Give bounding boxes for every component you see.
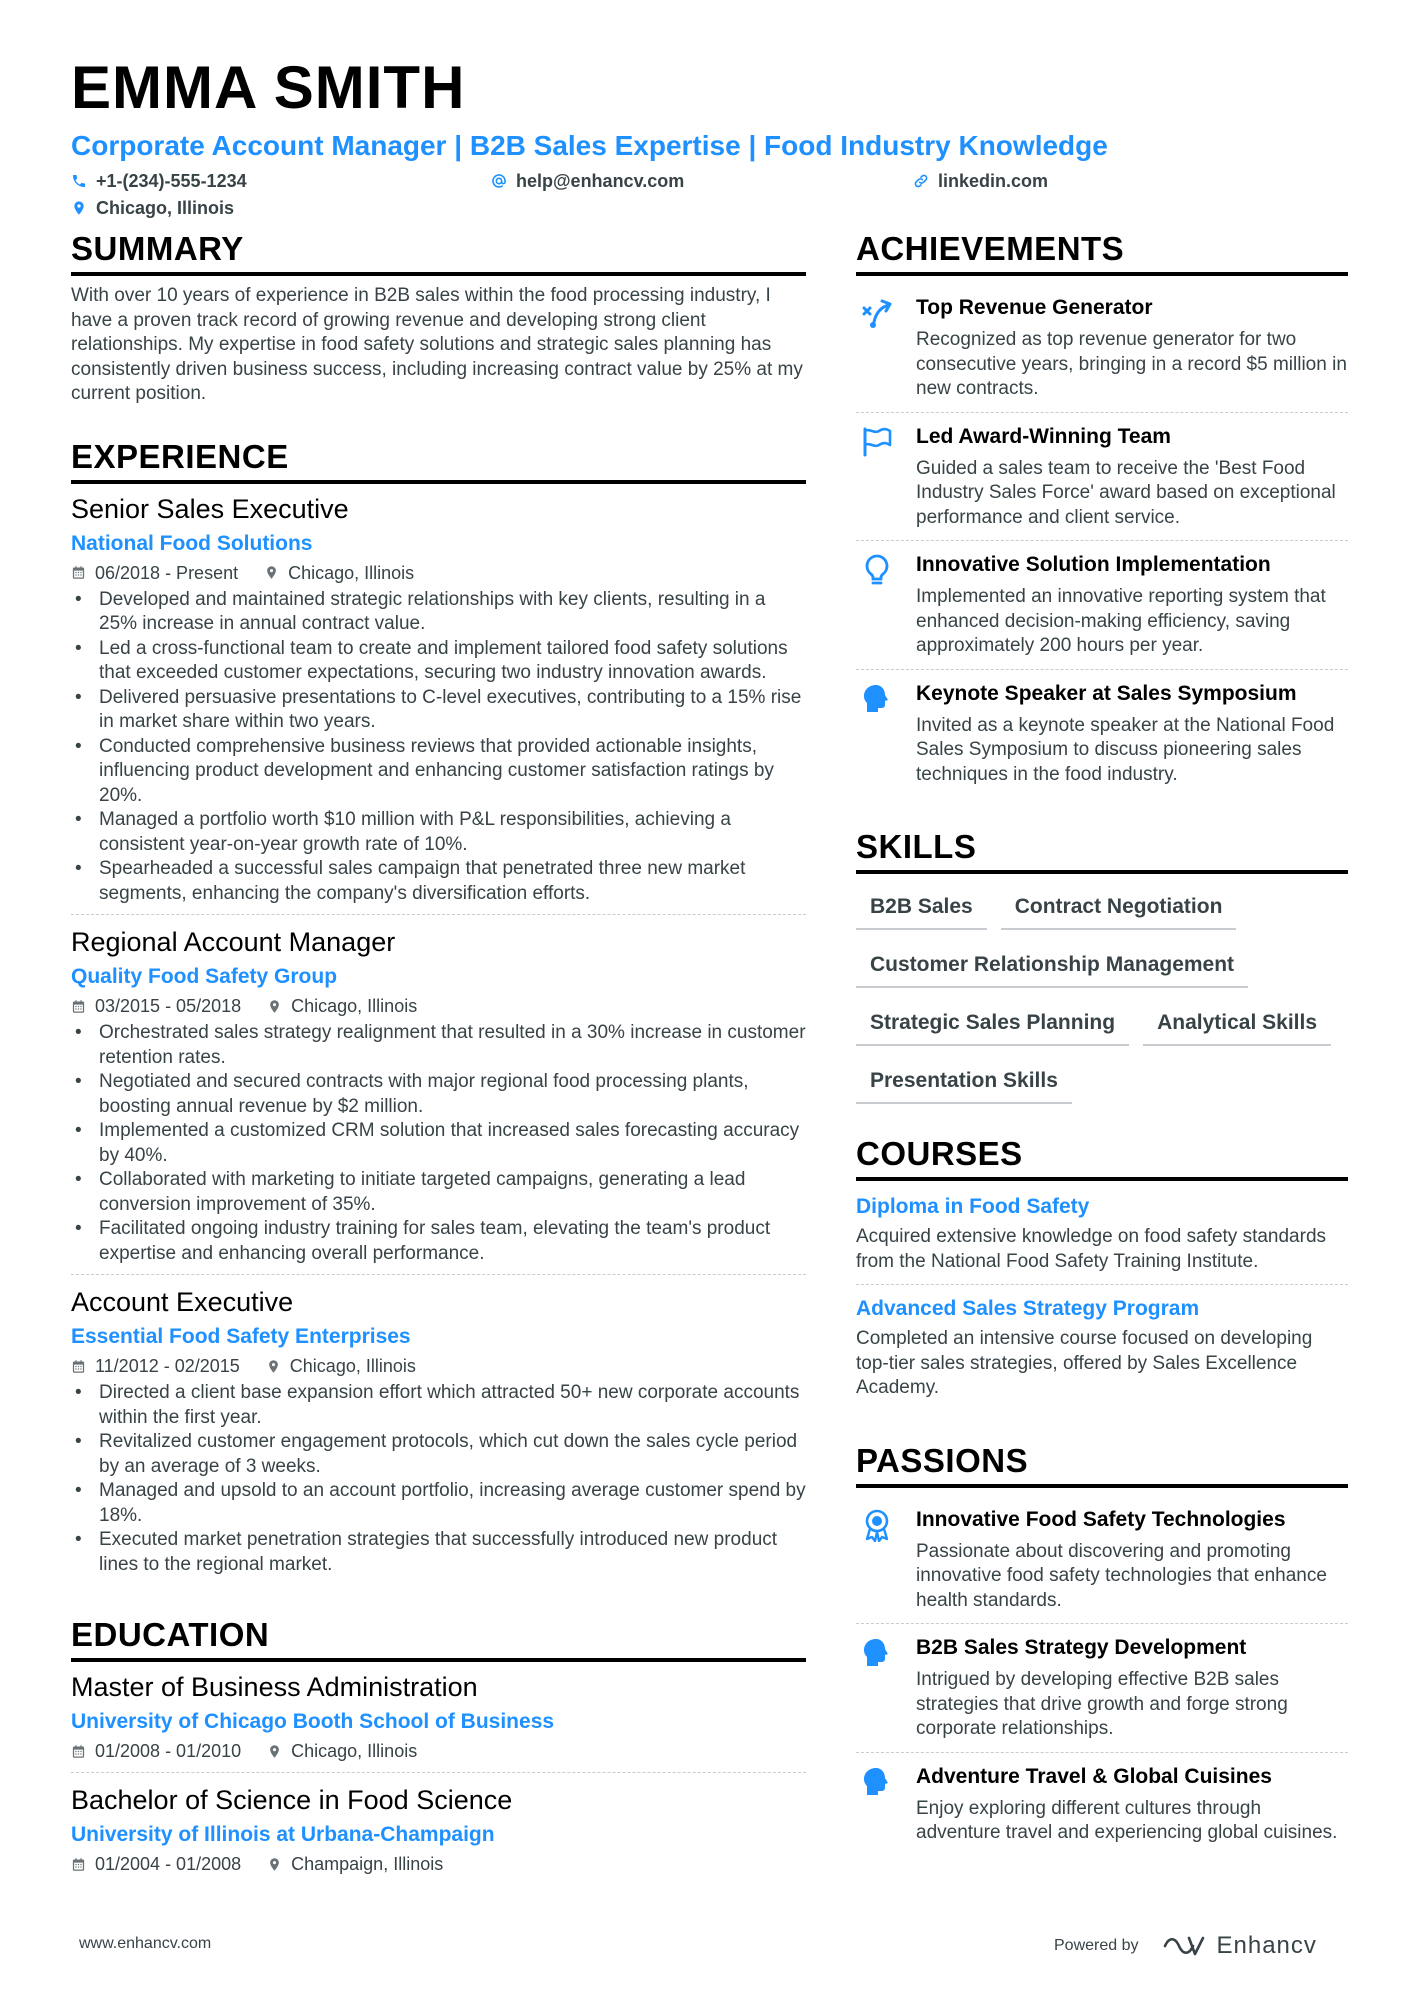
job-bullets <box>71 1021 806 1266</box>
location-pin-icon <box>267 1744 282 1759</box>
enhancv-logo[interactable] <box>1161 1932 1317 1960</box>
link-icon <box>913 173 929 189</box>
education-location-text: Champaign, Illinois <box>291 1854 444 1874</box>
job-role: Account Executive <box>71 1287 294 1317</box>
job-entry <box>71 1274 806 1585</box>
job-company: Essential Food Safety Enterprises <box>71 1325 411 1348</box>
contact-info <box>71 166 1351 224</box>
summary-section <box>71 229 806 407</box>
education-location <box>267 1738 417 1764</box>
job-role: Senior Sales Executive <box>71 493 349 524</box>
achievement-title: Keynote Speaker at Sales Symposium <box>916 681 1297 705</box>
job-role: Regional Account Manager <box>71 927 396 957</box>
passion-item <box>856 1752 1348 1856</box>
left-column <box>71 229 806 1885</box>
powered-by-label: Powered by <box>1054 1937 1139 1954</box>
location-pin-icon <box>264 565 279 580</box>
resume-header <box>71 52 1351 224</box>
education-entry <box>71 1670 806 1772</box>
page-footer <box>79 1925 1329 1965</box>
achievement-title: Innovative Solution Implementation <box>916 553 1271 576</box>
achievement-item <box>856 412 1348 541</box>
flag-icon <box>860 425 894 459</box>
achievement-item <box>856 284 1348 412</box>
school: University of Illinois at Urbana-Champaign <box>71 1823 495 1846</box>
education-location <box>267 1851 443 1877</box>
bullet-item: • Managed and upsold to an account portfolio, increasing average customer spend by 18%. <box>71 1479 806 1528</box>
bullet-item: • Collaborated with marketing to initiate targeted campaigns, generating a lead conversion improvement of 35%. <box>71 1168 806 1217</box>
enhancv-logo-icon <box>1161 1933 1207 1959</box>
education-section <box>71 1615 806 1885</box>
bullet-item: • Executed market penetration strategies that successfully introduced new product lines to the regional market. <box>71 1528 806 1577</box>
linkedin-text: linkedin.com <box>938 171 1049 191</box>
education-heading: EDUCATION <box>71 1615 806 1662</box>
lightbulb-icon <box>860 553 894 587</box>
job-location <box>264 560 414 586</box>
job-dates <box>71 560 238 586</box>
summary-heading: SUMMARY <box>71 229 806 276</box>
bullet-item: • Developed and maintained strategic relationships with key clients, resulting in a 25% increase in annual contract value. <box>71 588 806 637</box>
school: University of Chicago Booth School of Business <box>71 1710 555 1733</box>
skill-tag: Customer Relationship Management <box>856 946 1248 988</box>
achievement-desc: Guided a sales team to receive the 'Best Food Industry Sales Force' award based on exceptional performance and client service. <box>916 457 1336 528</box>
award-ribbon-icon <box>860 1508 894 1542</box>
passion-title: Innovative Food Safety Technologies <box>916 1507 1286 1531</box>
headline: Corporate Account Manager | B2B Sales Expertise | Food Industry Knowledge <box>71 130 1108 161</box>
education-dates <box>71 1851 241 1877</box>
location-pin-icon <box>267 999 282 1014</box>
job-dates <box>71 1353 240 1379</box>
calendar-icon <box>71 565 86 580</box>
bullet-item: • Conducted comprehensive business reviews that provided actionable insights, influencing product development and enhancing customer satisfaction ratings by 20%. <box>71 735 806 809</box>
bullet-item: • Directed a client base expansion effort which attracted 50+ new corporate accounts within the first year. <box>71 1381 806 1430</box>
course-item <box>856 1189 1348 1284</box>
education-dates-text: 01/2008 - 01/2010 <box>95 1741 242 1761</box>
bullet-item: • Spearheaded a successful sales campaign that penetrated three new market segments, enhancing the company's diversification efforts. <box>71 857 806 906</box>
right-column <box>856 229 1348 1856</box>
job-dates-text: 11/2012 - 02/2015 <box>95 1356 240 1376</box>
achievement-desc: Invited as a keynote speaker at the National Food Sales Symposium to discuss pioneering sales techniques in the food industry. <box>916 714 1335 785</box>
powered-by <box>1054 1932 1317 1960</box>
courses-heading: COURSES <box>856 1134 1348 1181</box>
education-meta <box>71 1738 806 1764</box>
course-desc: Completed an intensive course focused on developing top-tier sales strategies, offered by Sales Excellence Academy. <box>856 1328 1313 1398</box>
location-text: Chicago, Illinois <box>96 198 235 218</box>
job-location <box>266 1353 416 1379</box>
achievements-heading: ACHIEVEMENTS <box>856 229 1348 276</box>
bullet-item: • Negotiated and secured contracts with major regional food processing plants, boosting annual revenue by $2 million. <box>71 1070 806 1119</box>
course-desc: Acquired extensive knowledge on food safety standards from the National Food Safety Training Institute. <box>856 1226 1327 1272</box>
passion-desc: Enjoy exploring different cultures through adventure travel and experiencing global cuisines. <box>916 1797 1338 1843</box>
bullet-item: • Managed a portfolio worth $10 million with P&L responsibilities, achieving a consistent year-on-year growth rate of 10%. <box>71 808 806 857</box>
passions-section <box>856 1441 1348 1856</box>
achievements-section <box>856 229 1348 797</box>
passion-item <box>856 1496 1348 1624</box>
education-meta <box>71 1851 806 1877</box>
achievement-desc: Recognized as top revenue generator for two consecutive years, bringing in a record $5 million in new contracts. <box>916 329 1347 399</box>
skills-list <box>856 882 1348 1104</box>
skills-heading: SKILLS <box>856 827 1348 874</box>
bullet-item: • Implemented a customized CRM solution that increased sales forecasting accuracy by 40%. <box>71 1119 806 1168</box>
course-item <box>856 1284 1348 1411</box>
phone-icon <box>71 173 87 189</box>
job-dates-text: 06/2018 - Present <box>95 562 239 583</box>
job-location-text: Chicago, Illinois <box>288 562 415 583</box>
contact-phone[interactable] <box>71 168 247 194</box>
education-dates-text: 01/2004 - 01/2008 <box>95 1854 242 1874</box>
head-icon <box>860 1765 894 1799</box>
job-company: Quality Food Safety Group <box>71 965 338 988</box>
bullet-item: • Delivered persuasive presentations to C-level executives, contributing to a 15% rise in market share within two years. <box>71 686 806 735</box>
job-dates <box>71 993 241 1019</box>
course-title: Advanced Sales Strategy Program <box>856 1297 1200 1320</box>
location-pin-icon <box>71 200 87 216</box>
skill-tag: Contract Negotiation <box>1001 888 1237 930</box>
contact-location <box>71 195 234 221</box>
head-icon <box>860 1636 894 1670</box>
brand-name: Enhancv <box>1216 1932 1317 1959</box>
job-location <box>267 993 417 1019</box>
job-location-text: Chicago, Illinois <box>289 1356 416 1376</box>
achievement-title: Top Revenue Generator <box>916 296 1153 319</box>
achievement-item <box>856 669 1348 798</box>
bullet-item: • Led a cross-functional team to create and implement tailored food safety solutions that exceeded customer expectations, securing two industry innovation awards. <box>71 637 806 686</box>
location-pin-icon <box>266 1359 281 1374</box>
job-bullets <box>71 588 806 907</box>
job-company: National Food Solutions <box>71 531 313 555</box>
job-meta <box>71 560 806 586</box>
education-location-text: Chicago, Illinois <box>291 1741 418 1761</box>
job-entry <box>71 914 806 1274</box>
achievement-desc: Implemented an innovative reporting system that enhanced decision-making efficiency, saving approximately 200 hours per year. <box>916 586 1326 656</box>
job-bullets <box>71 1381 806 1577</box>
courses-section <box>856 1134 1348 1411</box>
achievement-item <box>856 540 1348 669</box>
contact-linkedin[interactable] <box>913 168 1048 194</box>
job-location-text: Chicago, Illinois <box>291 996 418 1016</box>
job-dates-text: 03/2015 - 05/2018 <box>95 996 242 1016</box>
achievement-title: Led Award-Winning Team <box>916 424 1171 448</box>
skills-section <box>856 827 1348 1104</box>
passion-title: B2B Sales Strategy Development <box>916 1636 1247 1659</box>
course-title: Diploma in Food Safety <box>856 1195 1090 1218</box>
location-pin-icon <box>267 1857 282 1872</box>
job-meta <box>71 1353 806 1379</box>
education-dates <box>71 1738 241 1764</box>
calendar-icon <box>71 999 86 1014</box>
passion-item <box>856 1623 1348 1752</box>
bullet-item: • Orchestrated sales strategy realignment that resulted in a 30% increase in customer retention rates. <box>71 1021 806 1070</box>
job-meta <box>71 993 806 1019</box>
skill-tag: Strategic Sales Planning <box>856 1004 1129 1046</box>
education-entry <box>71 1772 806 1885</box>
calendar-icon <box>71 1744 86 1759</box>
phone-text: +1-(234)-555-1234 <box>96 171 247 191</box>
calendar-icon <box>71 1857 86 1872</box>
calendar-icon <box>71 1359 86 1374</box>
degree: Master of Business Administration <box>71 1672 478 1702</box>
candidate-name: EMMA SMITH <box>71 54 466 121</box>
passion-title: Adventure Travel & Global Cuisines <box>916 1764 1272 1788</box>
footer-website-link[interactable]: www.enhancv.com <box>79 1935 212 1952</box>
skill-tag: B2B Sales <box>856 888 987 930</box>
passion-desc: Passionate about discovering and promoting innovative food safety technologies that enhance health standards. <box>916 1540 1327 1611</box>
experience-heading: EXPERIENCE <box>71 437 806 484</box>
head-icon <box>860 682 894 716</box>
experience-section <box>71 437 806 1586</box>
degree: Bachelor of Science in Food Science <box>71 1785 513 1815</box>
bullet-item: • Revitalized customer engagement protocols, which cut down the sales cycle period by an average of 3 weeks. <box>71 1430 806 1479</box>
email-text: help@enhancv.com <box>516 171 685 191</box>
skill-tag: Analytical Skills <box>1143 1004 1331 1046</box>
passion-desc: Intrigued by developing effective B2B sales strategies that drive growth and forge strong corporate relationships. <box>916 1669 1288 1739</box>
strategy-arrow-icon <box>860 296 894 330</box>
contact-email[interactable] <box>491 168 684 194</box>
summary-text: With over 10 years of experience in B2B sales within the food processing industry, I have a proven track record of growing revenue and developing strong client relationships. My expertise in food safety solutions and strategic sales planning has consistently driven business success, including increasing contract value by 25% at my current position. <box>71 285 803 404</box>
skill-tag: Presentation Skills <box>856 1062 1072 1104</box>
passions-heading: PASSIONS <box>856 1441 1348 1488</box>
bullet-item: • Facilitated ongoing industry training for sales team, elevating the team's product expertise and enhancing overall performance. <box>71 1217 806 1266</box>
at-icon <box>491 173 507 189</box>
job-entry <box>71 492 806 915</box>
